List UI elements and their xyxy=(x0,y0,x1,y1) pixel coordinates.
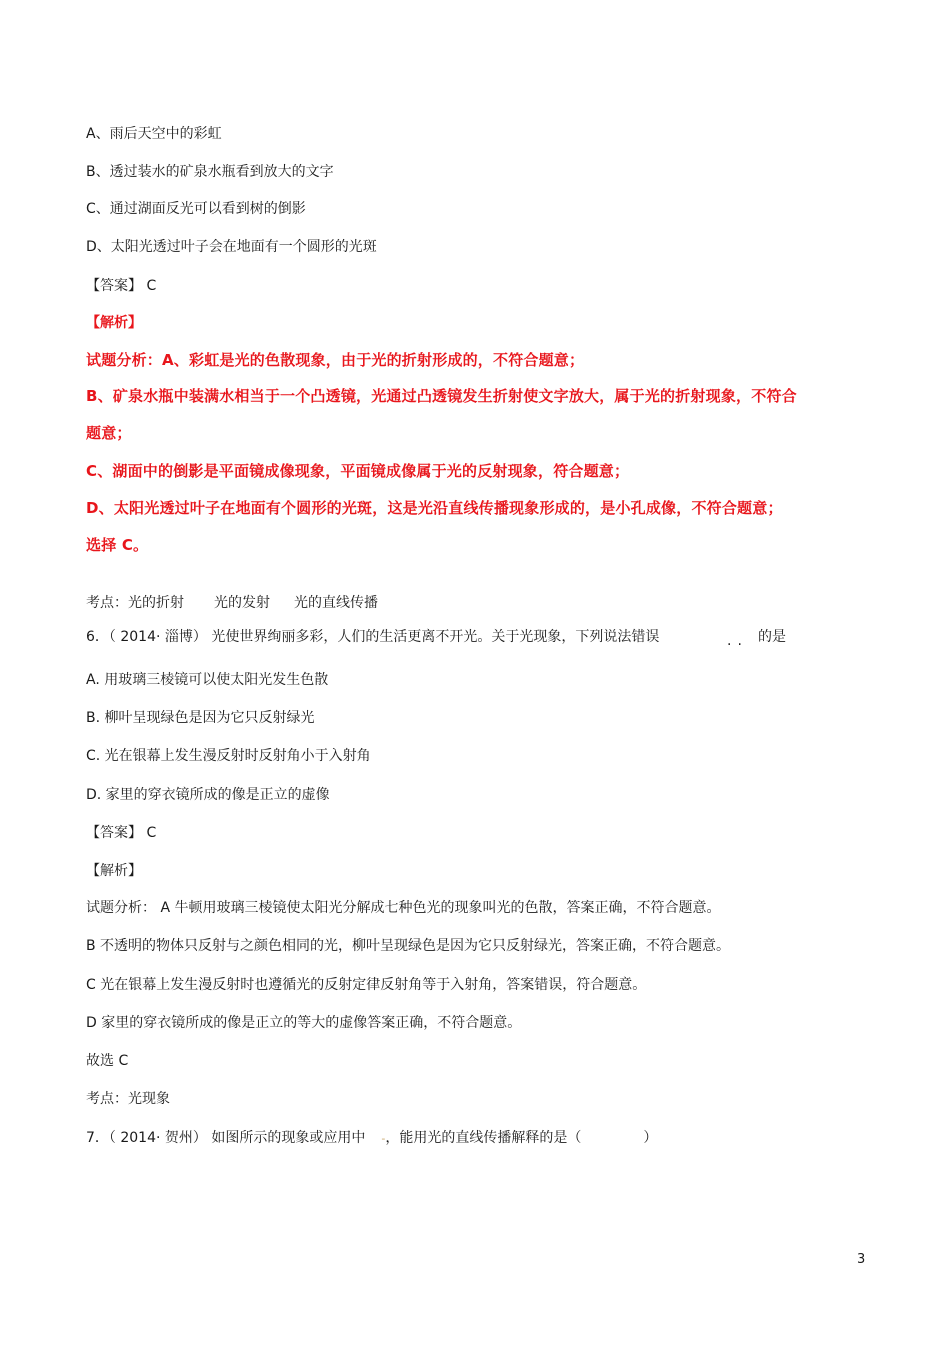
q5-kaodian-item-3: 光的直线传播 xyxy=(294,595,378,611)
q7-stem-text: 7．（ 2014· 贺州） 如图所示的现象或应用中 xyxy=(86,1130,366,1146)
q7-stem-after: ，能用光的直线传播解释的是（ xyxy=(385,1130,582,1146)
q5-kaodian-item-1: 光的折射 xyxy=(128,595,184,611)
q5-analysis-line-5: D、太阳光透过叶子在地面有个圆形的光斑，这是光沿直线传播现象形成的，是小孔成像，不符合题意； xyxy=(86,499,783,517)
q6-analysis-title: 【解析】 xyxy=(86,863,142,879)
q6-answer: 【答案】 C xyxy=(86,825,157,841)
q6-option-a: A. 用玻璃三棱镜可以使太阳光发生色散 xyxy=(86,672,329,688)
q5-option-b: B、透过装水的矿泉水瓶看到放大的文字 xyxy=(86,164,334,180)
q6-option-c: C. 光在银幕上发生漫反射时反射角小于入射角 xyxy=(86,748,371,764)
q6-analysis-line-2: B 不透明的物体只反射与之颜色相同的光，柳叶呈现绿色是因为它只反射绿光，答案正确，不符合题意。 xyxy=(86,938,731,954)
q6-stem xyxy=(86,627,659,647)
q5-answer: 【答案】 C xyxy=(86,278,157,294)
q5-analysis-line-2: B、矿泉水瓶中装满水相当于一个凸透镜，光通过凸透镜发生折射使文字放大，属于光的折射现象，不符合 xyxy=(86,387,797,405)
q7-mark: - xyxy=(381,1132,386,1145)
q5-option-a: A、雨后天空中的彩虹 xyxy=(86,126,222,142)
q5-analysis-line-4: C、湖面中的倒影是平面镜成像现象，平面镜成像属于光的反射现象，符合题意； xyxy=(86,462,630,480)
q5-option-c: C、通过湖面反光可以看到树的倒影 xyxy=(86,201,306,217)
q5-option-d: D、太阳光透过叶子会在地面有一个圆形的光斑 xyxy=(86,239,377,255)
q6-analysis-line-1: 试题分析： A 牛顿用玻璃三棱镜使太阳光分解成七种色光的现象叫光的色散，答案正确，不符合题意。 xyxy=(86,900,721,916)
q6-analysis-line-4: D 家里的穿衣镜所成的像是正立的等大的虚像答案正确，不符合题意。 xyxy=(86,1015,522,1031)
q6-kaodian: 考点：光现象 xyxy=(86,1091,170,1107)
q5-kaodian xyxy=(86,593,378,613)
q5-analysis-title: 【解析】 xyxy=(86,315,142,331)
q7-stem-close: ） xyxy=(643,1130,658,1146)
q6-conclusion: 故选 C xyxy=(86,1053,129,1069)
q5-analysis-line-6: 选择 C。 xyxy=(86,536,149,554)
page-number: 3 xyxy=(857,1252,866,1267)
q6-stem-text: 6．（ 2014· 淄博） 光使世界绚丽多彩，人们的生活更离不开光。关于光现象，下列说法错误 xyxy=(86,629,660,645)
q6-option-d: D. 家里的穿衣镜所成的像是正立的虚像 xyxy=(86,787,330,803)
q6-analysis-line-3: C 光在银幕上发生漫反射时也遵循光的反射定律反射角等于入射角，答案错误，符合题意。 xyxy=(86,977,647,993)
q5-analysis-line-1: 试题分析：A、彩虹是光的色散现象，由于光的折射形成的，不符合题意； xyxy=(86,351,585,369)
q5-kaodian-item-2: 光的发射 xyxy=(214,595,270,611)
q5-analysis-line-3: 题意； xyxy=(86,424,132,442)
q7-stem xyxy=(86,1128,657,1149)
q6-emphasis-dots: .. xyxy=(727,633,748,649)
q5-kaodian-label: 考点： xyxy=(86,595,128,611)
q6-option-b: B. 柳叶呈现绿色是因为它只反射绿光 xyxy=(86,710,315,726)
q6-stem-end: 的是 xyxy=(758,629,786,645)
